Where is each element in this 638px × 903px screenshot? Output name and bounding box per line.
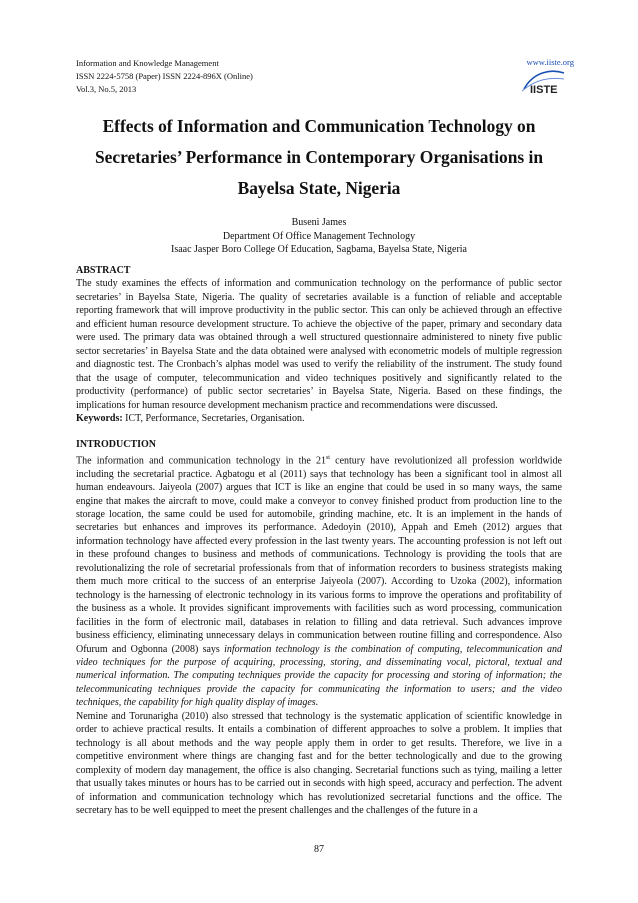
title-line-1: Effects of Information and Communication Technology on bbox=[102, 116, 536, 136]
logo-text: IISTE bbox=[530, 84, 558, 95]
page-number: 87 bbox=[314, 844, 324, 855]
abstract-text: The study examines the effects of information and communication technology on the performance of public sector secretaries’ in Bayelsa State, Nigeria. The quality of secretaries available is a function of reliable and acceptable reporting framework that will improve productivity in the public sector. This can only be achieved through an effective and efficient human resource development structure. To achieve the objective of the paper, primary and secondary data were used. The primary data was obtained through a well structured questionnaire administered to ninety five public sector secretaries’ in Bayelsa State and the data obtained were analysed with econometric models of multiple regression and diagnostic test. The Cronbach’s alphas model was used to verify the reliability of the instrument. The study found that the usage of computer, telecommunication and video techniques positively and significantly related to the productivity (performance) of public sector secretaries’ in Bayelsa State, Nigeria. Based on these findings, the implications for human resource development mechanism practice and recommendations were discussed. bbox=[76, 278, 562, 411]
author-block bbox=[64, 216, 574, 257]
paper-title bbox=[64, 111, 574, 204]
keywords-line bbox=[76, 412, 562, 425]
intro-paragraph-1 bbox=[76, 452, 562, 710]
author-department: Department Of Office Management Technology bbox=[222, 230, 416, 242]
intro-p1-start: The information and communication technology in the 21 bbox=[76, 455, 326, 467]
intro-p1-quote: information technology is the combination of computing, telecommunication and video techniques for the purpose of acquiring, processing, storing, and disseminating vocal, pictoral, textual and numerical information. The computing techniques provide the capacity for processing and storing of information; the telecommunicating techniques provide the capacity for communicating the information to users; and the video techniques, the capability for high quality display of images. bbox=[76, 643, 563, 709]
superscript-st: st bbox=[325, 454, 330, 461]
introduction-heading: INTRODUCTION bbox=[76, 439, 157, 451]
paper-body bbox=[76, 264, 562, 817]
title-line-2: Secretaries’ Performance in Contemporary Organisations in bbox=[94, 147, 544, 167]
journal-volume: Vol.3, No.5, 2013 bbox=[76, 84, 137, 94]
title-line-3: Bayelsa State, Nigeria bbox=[237, 178, 401, 198]
journal-url-link[interactable]: www.iiste.org bbox=[526, 57, 574, 67]
author-institution: Isaac Jasper Boro College Of Education, Sagbama, Bayelsa State, Nigeria bbox=[170, 244, 467, 255]
author-name: Buseni James bbox=[291, 217, 347, 228]
intro-p1-body: century have revolutionized all profession worldwide including the secretarial practice. Agbatogu et al (2011) says that technology has been a significant tool in almost all human endeavours. Jaiyeola (2007) argues that ICT is like an engine that could be used in so many ways, the same engine that makes the aircraft to move, could make a conveyor to convey finished product from production line to the storage location, the same could be used for automobile, grinding machine, etc. It is an implement in the hands of secretaries but enhances and improves its performance. Adedoyin (2010), Appah and Emeh (2012) argues that information technology have affected every profession in the last twenty years. The accounting profession is not left out in these profound changes to business and methods of communications. Technology is providing the tools that are revolutionalizing the role of secretarial professionals from that of information recorders to business strategists making them much more critical to the success of an enterprise Jaiyeola (2007). According to Uzoka (2002), information technology is the harnessing of electronic technology in its various forms to improve the operations and profitability of the business as a whole. It provides significant improvements with facilities such as word processing, communication facilities in the form of electronic mail, databases in relation to filling and data retrieval. Such advances improve business efficiency, eliminating unnecessary delays in communication between routine filling and correspondence. Also Ofurum and Ogbonna (2008) says bbox=[76, 455, 562, 655]
journal-header bbox=[76, 57, 253, 96]
journal-name: Information and Knowledge Management bbox=[76, 58, 219, 68]
intro-paragraph-2: Nemine and Torunarigha (2010) also stressed that technology is the systematic application of scientific knowledge in order to achieve practical results. It entails a combination of different approaches to solve a problem. It implies that technology is all about methods and the way people apply them in order to get results. Therefore, we live in a competitive environment where things are changing fast and for the better technologically and due to the growing complexity of modern day management, the office is also changing. Secretarial functions such as tying, mailing a letter that usually takes minutes or hours has to be carried out in seconds with high speed, accuracy and perfection. The advent of information and communication technology which has revolutionized secretarial functions and the office. The secretary has to be well equipped to meet the present challenges and the challenges of the future in a bbox=[76, 710, 562, 816]
keywords-label: Keywords: bbox=[76, 412, 123, 424]
abstract-heading: ABSTRACT bbox=[76, 265, 131, 276]
keywords-text: ICT, Performance, Secretaries, Organisation. bbox=[122, 412, 305, 424]
journal-issn: ISSN 2224-5758 (Paper) ISSN 2224-896X (Online) bbox=[76, 71, 253, 81]
iiste-logo bbox=[520, 67, 566, 95]
